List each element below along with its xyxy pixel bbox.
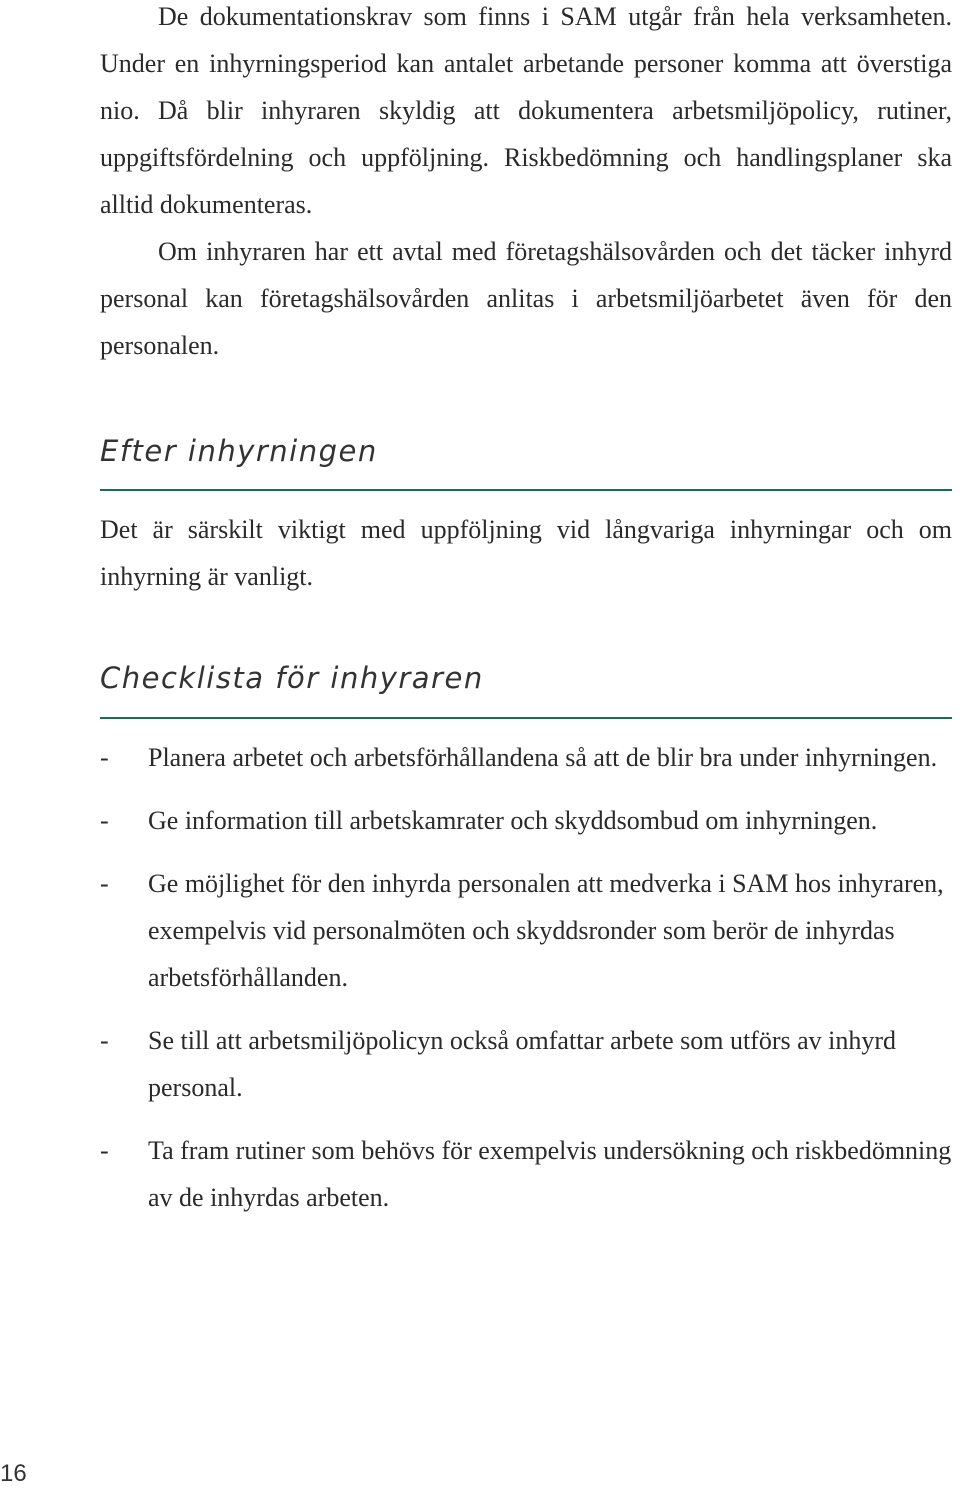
bullet-dash: - [100,806,109,835]
page-number: 16 [0,1460,27,1487]
checklist [100,734,952,1221]
paragraph-documentation: De dokumentationskrav som finns i SAM utgår från hela verksamheten. Under en inhyrningsperiod kan antalet arbetande personer komma att överstiga nio. Då blir inhyraren skyldig att dokumentera arbetsmiljöpolicy, rutiner, uppgiftsfördelning och uppföljning. Riskbedömning och handlingsplaner ska alltid dokumenteras. [100,2,952,219]
checklist-item-text: Ge information till arbetskamrater och skyddsombud om inhyrningen. [148,806,878,835]
checklist-item [100,734,952,781]
checklist-item [100,1127,952,1221]
checklist-item-text: Se till att arbetsmiljöpolicyn också omfattar arbete som utförs av inhyrd personal. [148,1026,897,1102]
paragraph-occupational-health: Om inhyraren har ett avtal med företagshälsovården och det täcker inhyrd personal kan företagshälsovården anlitas i arbetsmiljöarbetet även för den personalen. [100,237,952,360]
bullet-dash: - [100,869,109,898]
checklist-item-text: Ge möjlighet för den inhyrda personalen att medverka i SAM hos inhyraren, exempelvis vid personalmöten och skyddsronder som berör de inhyrdas arbetsförhållanden. [148,869,944,992]
bullet-dash: - [100,1136,109,1165]
bullet-dash: - [100,743,109,772]
checklist-item [100,797,952,844]
checklist-item [100,860,952,1001]
page-content [100,0,952,1237]
bullet-dash: - [100,1026,109,1055]
checklist-item [100,1017,952,1111]
checklist-item-text: Ta fram rutiner som behövs för exempelvis undersökning och riskbedömning av de inhyrdas arbeten. [148,1136,952,1212]
checklist-item-text: Planera arbetet och arbetsförhållandena så att de blir bra under inhyrningen. [148,743,938,772]
heading-checklist: Checklista för inhyraren [100,661,484,695]
heading-after-hiring: Efter inhyrningen [100,434,378,468]
paragraph-after-hiring: Det är särskilt viktigt med uppföljning vid långvariga inhyrningar och om inhyrning är vanligt. [100,515,952,591]
